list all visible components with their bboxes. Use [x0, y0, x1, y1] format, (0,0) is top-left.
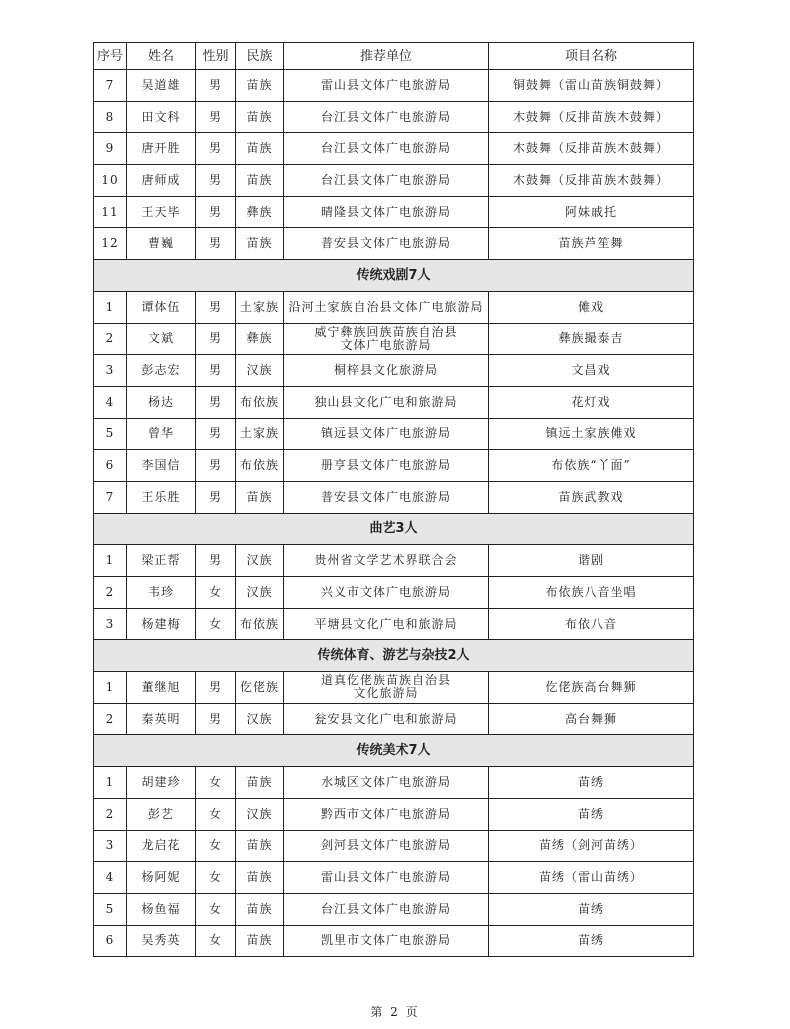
section-title: 传统美术7人	[94, 735, 694, 767]
unit-cell: 雷山县文体广电旅游局	[284, 70, 489, 102]
gender-cell: 女	[196, 830, 236, 862]
gender-cell: 男	[196, 133, 236, 165]
index-cell: 8	[94, 101, 127, 133]
table-row	[94, 481, 694, 513]
project-cell: 苗族武教戏	[489, 481, 694, 513]
ethnicity-cell: 汉族	[236, 703, 284, 735]
name-cell: 龙启花	[127, 830, 196, 862]
ethnicity-cell: 彝族	[236, 323, 284, 355]
project-cell: 阿妹戚托	[489, 196, 694, 228]
table-row	[94, 703, 694, 735]
index-cell: 4	[94, 386, 127, 418]
unit-cell: 道真仡佬族苗族自治县 文化旅游局	[284, 672, 489, 704]
index-cell: 7	[94, 70, 127, 102]
name-cell: 吴秀英	[127, 925, 196, 957]
gender-cell: 男	[196, 196, 236, 228]
name-cell: 田文科	[127, 101, 196, 133]
table-row	[94, 228, 694, 260]
table-row	[94, 133, 694, 165]
table-row	[94, 196, 694, 228]
section-header-row	[94, 513, 694, 545]
gender-cell: 女	[196, 893, 236, 925]
project-cell: 仡佬族高台舞狮	[489, 672, 694, 704]
name-cell: 王乐胜	[127, 481, 196, 513]
gender-cell: 女	[196, 608, 236, 640]
gender-cell: 男	[196, 70, 236, 102]
ethnicity-cell: 汉族	[236, 798, 284, 830]
table-row	[94, 545, 694, 577]
table-row	[94, 862, 694, 894]
gender-cell: 男	[196, 418, 236, 450]
name-cell: 彭志宏	[127, 355, 196, 387]
index-cell: 1	[94, 672, 127, 704]
name-cell: 董继旭	[127, 672, 196, 704]
section-header-row	[94, 260, 694, 292]
index-cell: 9	[94, 133, 127, 165]
unit-cell: 凯里市文体广电旅游局	[284, 925, 489, 957]
section-title: 传统体育、游艺与杂技2人	[94, 640, 694, 672]
name-cell: 唐开胜	[127, 133, 196, 165]
gender-cell: 男	[196, 703, 236, 735]
section-header-row	[94, 735, 694, 767]
gender-cell: 男	[196, 323, 236, 355]
name-cell: 曹巍	[127, 228, 196, 260]
project-cell: 高台舞狮	[489, 703, 694, 735]
project-cell: 谐剧	[489, 545, 694, 577]
gender-cell: 男	[196, 355, 236, 387]
unit-cell: 水城区文体广电旅游局	[284, 767, 489, 799]
gender-cell: 男	[196, 291, 236, 323]
name-cell: 文斌	[127, 323, 196, 355]
table-row	[94, 355, 694, 387]
name-cell: 唐师成	[127, 165, 196, 197]
unit-cell: 晴隆县文体广电旅游局	[284, 196, 489, 228]
index-cell: 5	[94, 893, 127, 925]
unit-cell: 兴义市文体广电旅游局	[284, 577, 489, 609]
ethnicity-cell: 汉族	[236, 355, 284, 387]
header-unit: 推荐单位	[284, 43, 489, 70]
gender-cell: 女	[196, 862, 236, 894]
name-cell: 梁正帮	[127, 545, 196, 577]
index-cell: 10	[94, 165, 127, 197]
name-cell: 秦英明	[127, 703, 196, 735]
unit-cell: 瓮安县文化广电和旅游局	[284, 703, 489, 735]
ethnicity-cell: 苗族	[236, 101, 284, 133]
header-name: 姓名	[127, 43, 196, 70]
gender-cell: 女	[196, 925, 236, 957]
ethnicity-cell: 苗族	[236, 893, 284, 925]
personnel-table	[93, 42, 694, 957]
table-row	[94, 672, 694, 704]
unit-cell: 普安县文体广电旅游局	[284, 228, 489, 260]
table-row	[94, 577, 694, 609]
project-cell: 苗绣	[489, 798, 694, 830]
project-cell: 木鼓舞（反排苗族木鼓舞）	[489, 101, 694, 133]
index-cell: 1	[94, 291, 127, 323]
index-cell: 12	[94, 228, 127, 260]
name-cell: 谭体伍	[127, 291, 196, 323]
header-index: 序号	[94, 43, 127, 70]
table-row	[94, 893, 694, 925]
page-number: 第 2 页	[370, 1005, 420, 1019]
name-cell: 王天毕	[127, 196, 196, 228]
table-row	[94, 323, 694, 355]
unit-cell: 贵州省文学艺术界联合会	[284, 545, 489, 577]
project-cell: 苗绣	[489, 767, 694, 799]
gender-cell: 女	[196, 798, 236, 830]
gender-cell: 男	[196, 450, 236, 482]
project-cell: 花灯戏	[489, 386, 694, 418]
table-row	[94, 418, 694, 450]
index-cell: 2	[94, 323, 127, 355]
header-ethnicity: 民族	[236, 43, 284, 70]
unit-cell: 台江县文体广电旅游局	[284, 101, 489, 133]
name-cell: 李国信	[127, 450, 196, 482]
section-title: 传统戏剧7人	[94, 260, 694, 292]
ethnicity-cell: 苗族	[236, 228, 284, 260]
header-gender: 性别	[196, 43, 236, 70]
unit-cell: 册亨县文体广电旅游局	[284, 450, 489, 482]
ethnicity-cell: 苗族	[236, 165, 284, 197]
name-cell: 曾华	[127, 418, 196, 450]
unit-cell: 镇远县文体广电旅游局	[284, 418, 489, 450]
project-cell: 彝族撮泰吉	[489, 323, 694, 355]
gender-cell: 男	[196, 672, 236, 704]
table-row	[94, 798, 694, 830]
project-cell: 木鼓舞（反排苗族木鼓舞）	[489, 165, 694, 197]
project-cell: 镇远土家族傩戏	[489, 418, 694, 450]
table-row	[94, 165, 694, 197]
unit-cell: 雷山县文体广电旅游局	[284, 862, 489, 894]
name-cell: 彭艺	[127, 798, 196, 830]
table-row	[94, 70, 694, 102]
unit-cell: 剑河县文体广电旅游局	[284, 830, 489, 862]
gender-cell: 男	[196, 481, 236, 513]
table-row	[94, 767, 694, 799]
ethnicity-cell: 苗族	[236, 862, 284, 894]
project-cell: 布依族“丫面”	[489, 450, 694, 482]
ethnicity-cell: 布依族	[236, 608, 284, 640]
ethnicity-cell: 彝族	[236, 196, 284, 228]
unit-cell: 台江县文体广电旅游局	[284, 893, 489, 925]
section-header-row	[94, 640, 694, 672]
ethnicity-cell: 布依族	[236, 386, 284, 418]
gender-cell: 男	[196, 228, 236, 260]
table-row	[94, 608, 694, 640]
table-row	[94, 386, 694, 418]
unit-cell: 平塘县文化广电和旅游局	[284, 608, 489, 640]
ethnicity-cell: 汉族	[236, 545, 284, 577]
ethnicity-cell: 苗族	[236, 830, 284, 862]
project-cell: 布依族八音坐唱	[489, 577, 694, 609]
ethnicity-cell: 苗族	[236, 925, 284, 957]
name-cell: 杨鱼福	[127, 893, 196, 925]
index-cell: 11	[94, 196, 127, 228]
project-cell: 铜鼓舞（雷山苗族铜鼓舞）	[489, 70, 694, 102]
project-cell: 苗绣（雷山苗绣）	[489, 862, 694, 894]
name-cell: 韦珍	[127, 577, 196, 609]
table-row	[94, 925, 694, 957]
project-cell: 苗绣（剑河苗绣）	[489, 830, 694, 862]
header-project: 项目名称	[489, 43, 694, 70]
unit-cell: 独山县文化广电和旅游局	[284, 386, 489, 418]
unit-cell: 黔西市文体广电旅游局	[284, 798, 489, 830]
gender-cell: 男	[196, 165, 236, 197]
project-cell: 傩戏	[489, 291, 694, 323]
table-body	[94, 70, 694, 957]
index-cell: 5	[94, 418, 127, 450]
name-cell: 杨达	[127, 386, 196, 418]
unit-cell: 沿河土家族自治县文体广电旅游局	[284, 291, 489, 323]
table-row	[94, 291, 694, 323]
index-cell: 6	[94, 925, 127, 957]
unit-cell: 台江县文体广电旅游局	[284, 133, 489, 165]
section-title: 曲艺3人	[94, 513, 694, 545]
project-cell: 木鼓舞（反排苗族木鼓舞）	[489, 133, 694, 165]
project-cell: 苗族芦笙舞	[489, 228, 694, 260]
ethnicity-cell: 苗族	[236, 133, 284, 165]
index-cell: 6	[94, 450, 127, 482]
table-header-row	[94, 43, 694, 70]
index-cell: 2	[94, 703, 127, 735]
name-cell: 杨阿妮	[127, 862, 196, 894]
table-row	[94, 830, 694, 862]
index-cell: 4	[94, 862, 127, 894]
name-cell: 吴道雄	[127, 70, 196, 102]
index-cell: 3	[94, 608, 127, 640]
table-row	[94, 450, 694, 482]
index-cell: 1	[94, 545, 127, 577]
name-cell: 杨建梅	[127, 608, 196, 640]
index-cell: 2	[94, 577, 127, 609]
unit-cell: 威宁彝族回族苗族自治县 文体广电旅游局	[284, 323, 489, 355]
gender-cell: 女	[196, 767, 236, 799]
unit-cell: 普安县文体广电旅游局	[284, 481, 489, 513]
ethnicity-cell: 苗族	[236, 767, 284, 799]
index-cell: 7	[94, 481, 127, 513]
ethnicity-cell: 土家族	[236, 291, 284, 323]
ethnicity-cell: 苗族	[236, 70, 284, 102]
index-cell: 3	[94, 830, 127, 862]
project-cell: 文昌戏	[489, 355, 694, 387]
unit-cell: 台江县文体广电旅游局	[284, 165, 489, 197]
ethnicity-cell: 布依族	[236, 450, 284, 482]
ethnicity-cell: 仡佬族	[236, 672, 284, 704]
index-cell: 2	[94, 798, 127, 830]
unit-cell: 桐梓县文化旅游局	[284, 355, 489, 387]
gender-cell: 男	[196, 101, 236, 133]
project-cell: 布依八音	[489, 608, 694, 640]
project-cell: 苗绣	[489, 893, 694, 925]
index-cell: 1	[94, 767, 127, 799]
index-cell: 3	[94, 355, 127, 387]
ethnicity-cell: 土家族	[236, 418, 284, 450]
gender-cell: 男	[196, 545, 236, 577]
table-row	[94, 101, 694, 133]
gender-cell: 女	[196, 577, 236, 609]
gender-cell: 男	[196, 386, 236, 418]
ethnicity-cell: 苗族	[236, 481, 284, 513]
ethnicity-cell: 汉族	[236, 577, 284, 609]
name-cell: 胡建珍	[127, 767, 196, 799]
project-cell: 苗绣	[489, 925, 694, 957]
